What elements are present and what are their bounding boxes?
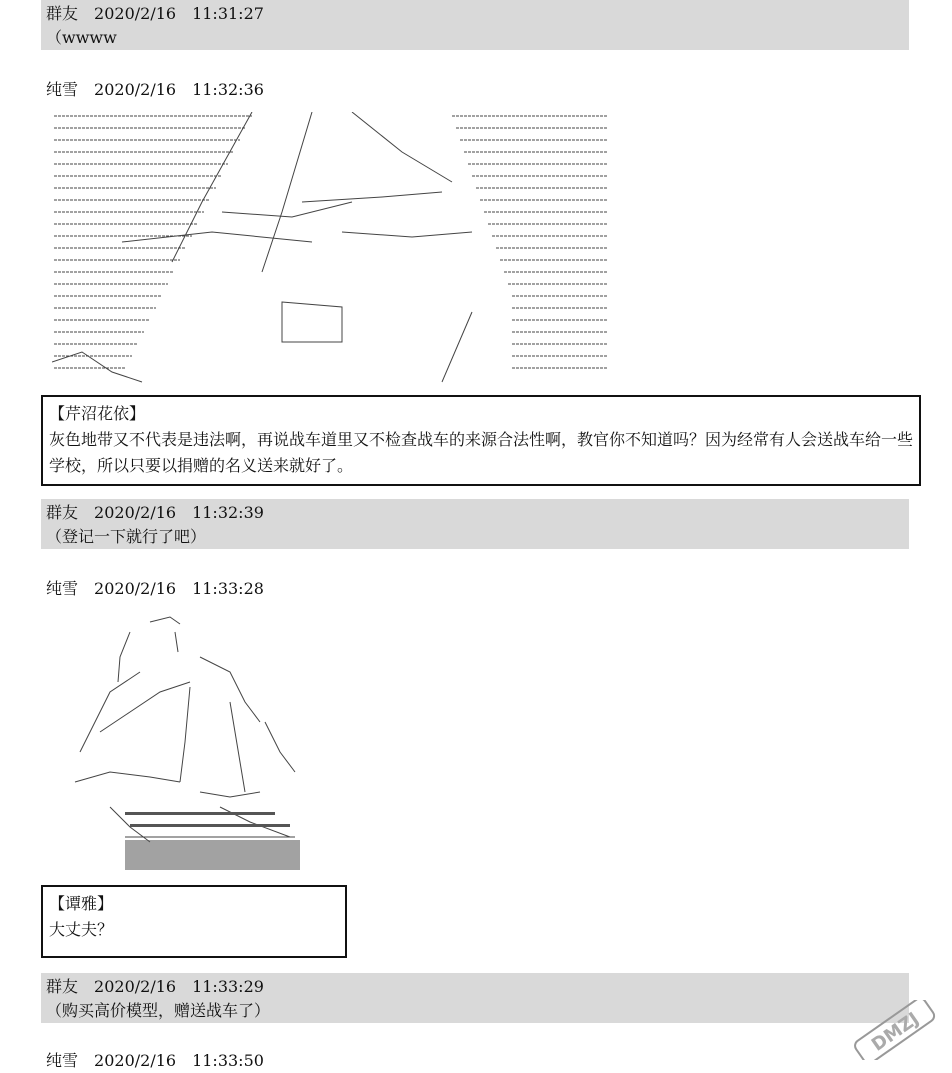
ascii-art-stroke <box>342 232 472 237</box>
message-text: （登记一下就行了吧） <box>46 527 207 546</box>
chat-message <box>41 973 909 1023</box>
message-header <box>41 1047 909 1073</box>
username: 群友 <box>46 4 79 23</box>
username: 纯雪 <box>46 579 79 598</box>
timestamp: 2020/2/16 11:32:36 <box>94 80 264 99</box>
timestamp: 2020/2/16 11:33:28 <box>94 579 264 598</box>
message-text: （wwww <box>46 28 117 47</box>
ascii-art-stroke <box>222 202 352 217</box>
ascii-art-stroke <box>302 192 442 202</box>
timestamp: 2020/2/16 11:33:50 <box>94 1051 264 1070</box>
ascii-art-stroke <box>262 112 312 272</box>
timestamp: 2020/2/16 11:32:39 <box>94 503 264 522</box>
dialogue-text: 大丈夫？ <box>49 920 114 939</box>
ascii-art-character <box>70 612 310 878</box>
chat-message <box>41 499 909 549</box>
ascii-art-stroke <box>172 112 252 262</box>
username: 群友 <box>46 977 79 996</box>
message-header <box>41 0 909 26</box>
ascii-art-tank-scene <box>52 112 612 388</box>
ascii-art-stroke <box>442 312 472 382</box>
username: 纯雪 <box>46 80 79 99</box>
ascii-art-stroke <box>122 232 312 242</box>
dialogue-text: 灰色地带又不代表是违法啊，再说战车道里又不检查战车的来源合法性啊，教官你不知道吗？因为经常有人会送战车给一些学校，所以只要以捐赠的名义送来就好了。 <box>49 430 914 475</box>
chat-message <box>41 575 909 601</box>
message-header <box>41 973 909 999</box>
username: 群友 <box>46 503 79 522</box>
chat-message <box>41 76 909 102</box>
dialogue-box <box>41 885 347 958</box>
chat-message <box>41 1047 909 1072</box>
chat-message <box>41 0 909 50</box>
message-header <box>41 575 909 601</box>
timestamp: 2020/2/16 11:31:27 <box>94 4 264 23</box>
site-watermark-logo <box>844 1000 944 1060</box>
ascii-art-stroke <box>282 302 342 342</box>
message-header <box>41 499 909 525</box>
speaker-name: 【芹沼花依】 <box>49 404 146 423</box>
dialogue-box <box>41 395 921 486</box>
watermark-text: DMZJ <box>867 1008 924 1056</box>
ascii-art-stroke <box>352 112 452 182</box>
message-header <box>41 76 909 102</box>
timestamp: 2020/2/16 11:33:29 <box>94 977 264 996</box>
message-text: （购买高价模型，赠送战车了） <box>46 1001 271 1020</box>
username: 纯雪 <box>46 1051 79 1070</box>
speaker-name: 【谭雅】 <box>49 894 114 913</box>
